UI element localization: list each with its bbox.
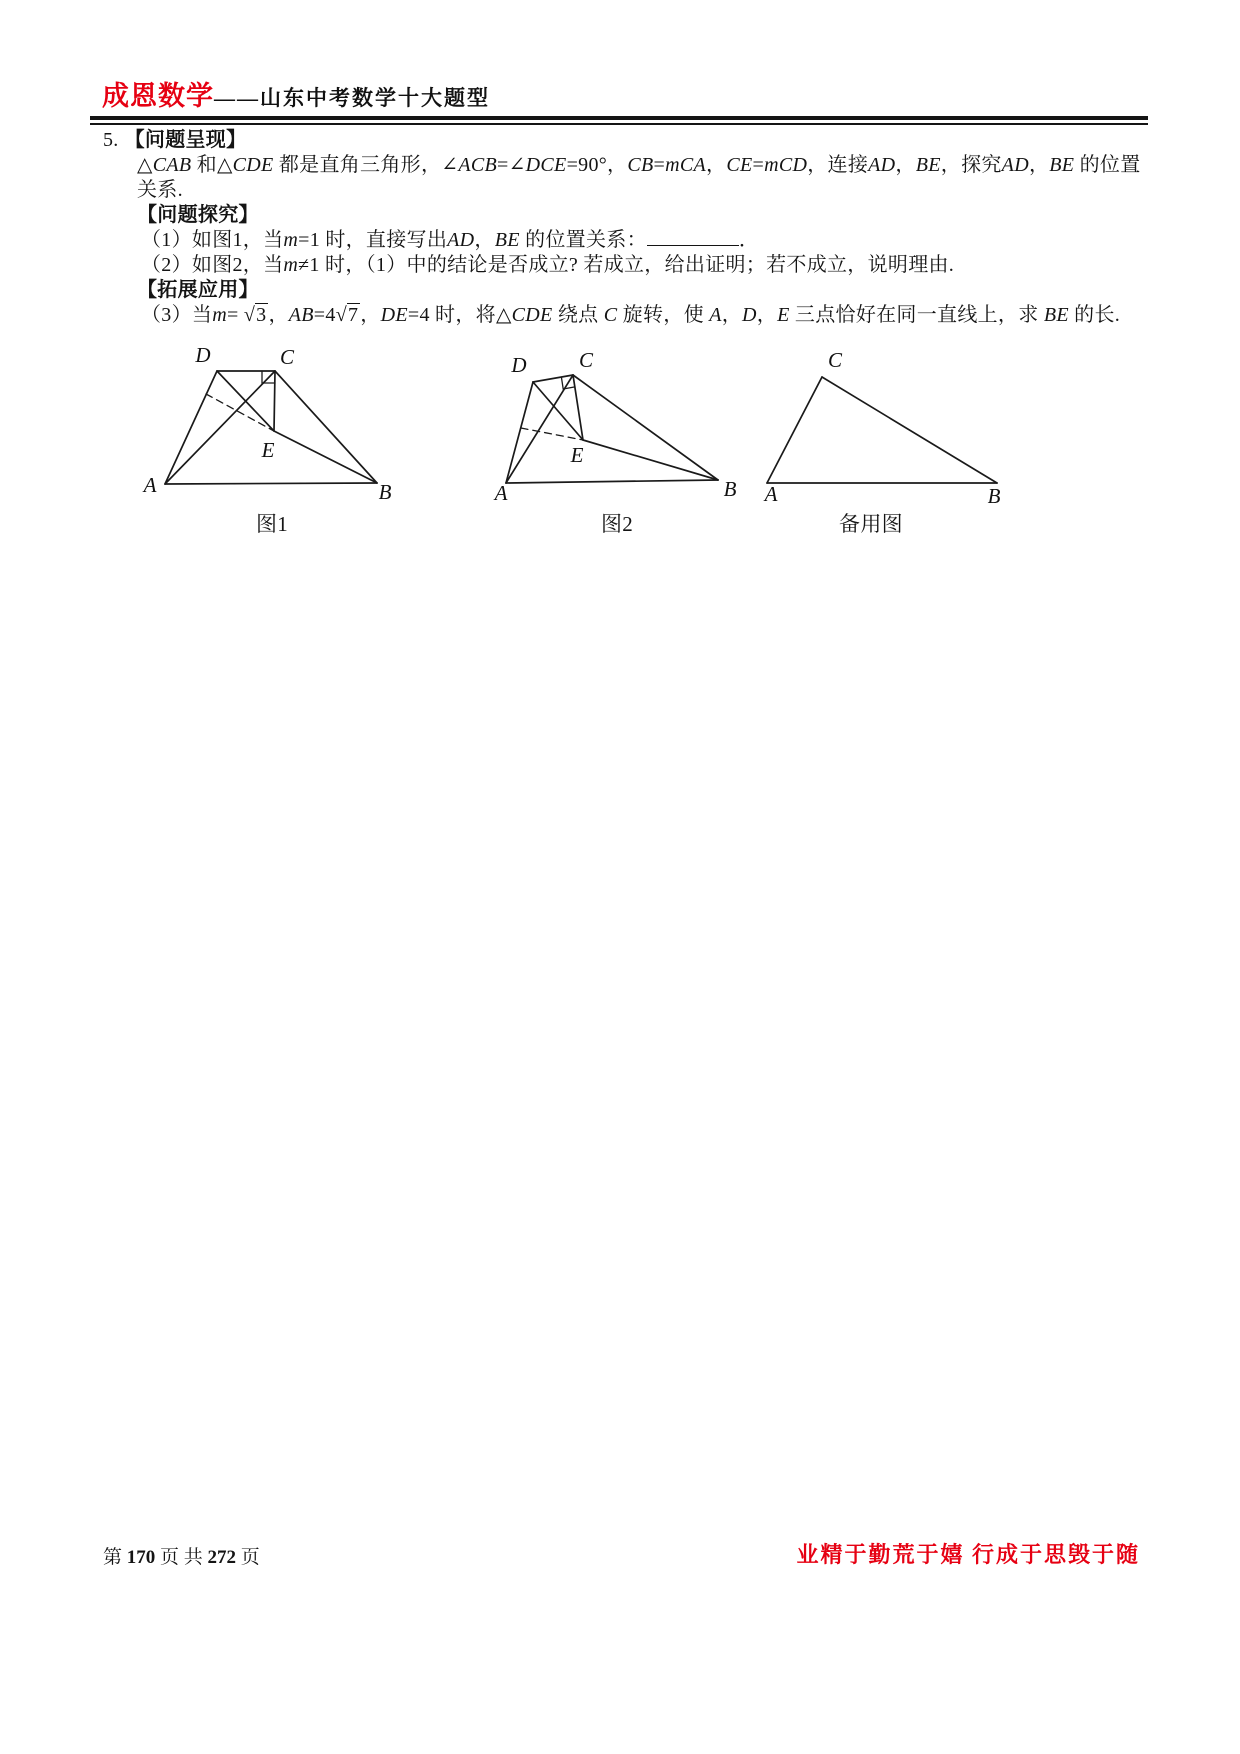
figure-1-caption: 图1 xyxy=(255,512,289,536)
section-title-presentation: 【问题呈现】 xyxy=(124,129,247,151)
figure-2-caption: 图2 xyxy=(600,512,634,536)
footer-slogan: 业精于勤荒于嬉 行成于思毁于随 xyxy=(796,1542,1140,1567)
statement-line-1: △CAB 和△CDE 都是直角三角形，∠ACB=∠DCE=90°，CB=mCA，CE=mCD，连接AD，BE，探究AD，BE 的位置 xyxy=(137,154,1141,176)
figure-spare-caption: 备用图 xyxy=(839,512,903,536)
vertex-label-E: E xyxy=(570,443,584,467)
brand-logo: 成恩数学 xyxy=(102,81,214,111)
page-number-prefix: 第 xyxy=(103,1547,123,1568)
vertex-label-D: D xyxy=(195,343,211,367)
question-item-3: （3）当m= √3 ，AB=4√7 ，DE=4 时，将△CDE 绕点 C 旋转，使 A，D，E 三点恰好在同一直线上，求 BE 的长. xyxy=(141,304,1121,326)
vertex-label-C: C xyxy=(827,348,843,372)
page-number-suffix: 页 xyxy=(240,1547,260,1568)
vertex-label-B: B xyxy=(987,484,1001,508)
figure-1 xyxy=(142,343,392,504)
auxiliary-dashed-line xyxy=(206,394,274,431)
vertex-label-A: A xyxy=(764,482,778,506)
current-page-number: 170 xyxy=(126,1547,156,1568)
vertex-label-A: A xyxy=(494,481,508,505)
question-item-2: （2）如图2，当m≠1 时，（1）中的结论是否成立? 若成立，给出证明；若不成立，说明理由. xyxy=(141,254,955,276)
total-page-number: 272 xyxy=(207,1547,237,1568)
vertex-label-C: C xyxy=(279,345,295,369)
section-title-extension: 【拓展应用】 xyxy=(137,279,259,301)
vertex-label-B: B xyxy=(378,480,392,504)
figure-spare xyxy=(763,348,1001,508)
figure-2 xyxy=(493,348,737,505)
geometry-figures xyxy=(120,340,1020,520)
statement-line-2: 关系. xyxy=(137,179,183,201)
vertex-label-E: E xyxy=(261,438,275,462)
header-subtitle: ——山东中考数学十大题型 xyxy=(214,86,490,110)
page-header xyxy=(102,74,490,113)
header-rule-thin xyxy=(90,123,1148,125)
vertex-label-D: D xyxy=(511,353,527,377)
header-rule-thick xyxy=(90,116,1148,120)
page-number-mid: 页 共 xyxy=(160,1547,203,1568)
problem-number: 5. xyxy=(103,129,119,151)
page-number xyxy=(103,1542,260,1569)
problem-title-line xyxy=(103,128,246,152)
vertex-label-C: C xyxy=(578,348,594,372)
vertex-label-B: B xyxy=(723,477,737,501)
vertex-label-A: A xyxy=(143,473,157,497)
question-item-1: （1）如图1，当m=1 时，直接写出AD，BE 的位置关系： ． xyxy=(141,229,760,251)
section-title-exploration: 【问题探究】 xyxy=(137,204,259,226)
